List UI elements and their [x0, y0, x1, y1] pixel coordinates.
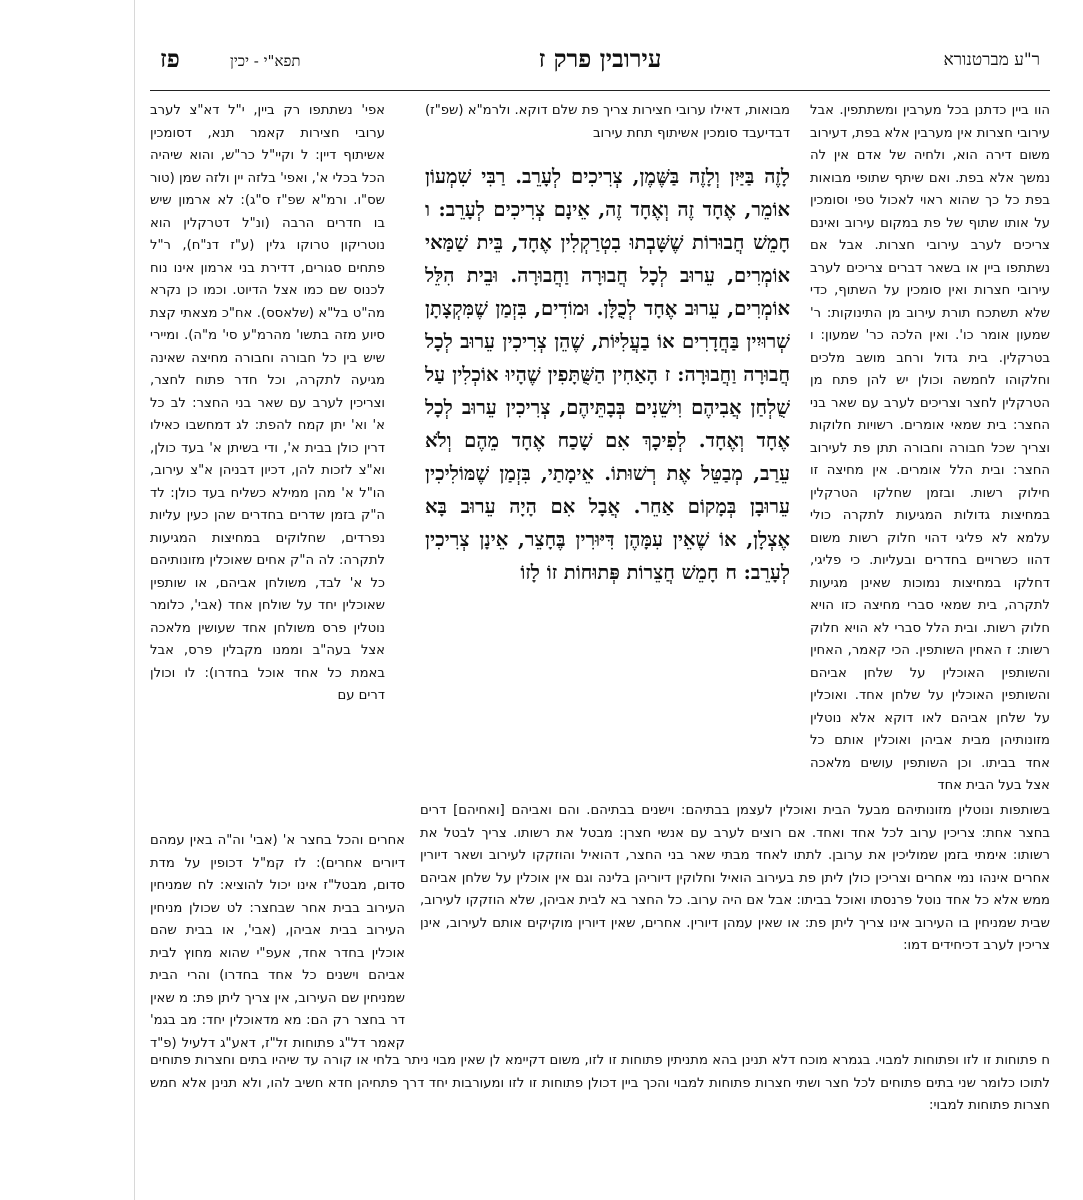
commentary-full-width-text: ח פתוחות זו לזו ופתוחות למבוי. בגמרא מוכח דלא תנינן בהא מתניתין פתוחות זו לזו, משום דקיימא לן שאין מבוי ניתר בלחי או קורה עד שיהיו בתים וחצרות פתוחים לתוכו כלומר שני בתים פתוחים לכל חצר ושתי חצרות פתוחות למבוי והכך ביין דכולן פתוחות זו לזו ומעורבות יחד דרך פתחיהן חדא חשיב להו, ולא תנינן אלא חמש חצרות פתוחות למבוי:: [150, 1053, 1050, 1113]
commentary-right-column: [810, 100, 1050, 795]
mishnah-main-text: [425, 160, 790, 795]
commentary-title: ר"ע מברטנורא: [943, 50, 1040, 70]
commentary-left-text: אפי' נשתתפו רק ביין, י"ל דא"צ לערב ערובי חצירות קאמר תנא, דסומכין אשיתוף דיין: ל וקיי"ל כר"ש, והוא שיהיה הכל בכלי א', ואפי' בלזה יין ולזה שמן (טור שס"ו. ורמ"א שפ"ז ס"ג): לא ארמון שיש בו חדרים הרבה (ונ"ל דטרקלין הוא נוטריקון טרוקו גלין (ע"ז דנ"ח), ר"ל פתחים סגורים, דדירת בני ארמון אינו נוח לכנוס שם כמו אצל הדיוט. וכמו כן נקרא מה"ט בל"א (שלאסס). אח"כ מצאתי קצת סיוע מזה בתשו' מהרמ"ע סי' מ"ה). ומיירי שיש בין כל חבורה וחבורה מחיצה שאינה מגיעה לתקרה, וכל חדר פתוח לחצר, וצריכין לערב עם שאר בני החצר: לב כל א' וא' יתן קמח להפת: לג דמחשבו כאילו דרין כולן בבית א', ודי בשיתן א' בעד כולן, וא"צ לזכות להן, דכיון דבניהן א"צ עירוב, הו"ל א' מהן ממילא כשליח בעד כולן: לד ה"ק בזמן שדרים בחדרים שהן כעין עליות נפרדים, שחלוקים במחיצות המגיעות לתקרה: לה ה"ק אחים שאוכלין מזונותיהם כל א' לבד, משולחן אביהם, או שותפין שאוכלין יחד על שולחן אחד (אבי', כלומר נוטלין פרס משולחן אחד שעושין מלאכה אצל בעה"ב וממנו מקבלין פרס, אבל באמת כל אחד אוכל בחדרו): לו וכולן דרים עם: [150, 103, 385, 703]
commentary-bottom-left: [150, 830, 405, 1050]
commentary-bottom-right: [420, 800, 1050, 1050]
mishnah-text: לָזֶה בַּיַּיִן וְלָזֶה בַּשֶּׁמֶן, צְרִיכִים לְעָרֵב. רַבִּי שִׁמְעוֹן אוֹמֵר, אֶחָד זֶה וְאֶחָד זֶה, אֵינָם צְרִיכִים לְעָרֵב: ו חָמֵשׁ חֲבוּרוֹת שֶׁשָּׁבְתוּ בִטְרַקְלִין אֶחָד, בֵּית שַׁמַּאי אוֹמְרִים, עֵרוּב לְכָל חֲבוּרָה וַחֲבוּרָה. וּבֵית הִלֵּל אוֹמְרִים, עֵרוּב אֶחָד לְכֻלָּן. וּמוֹדִים, בִּזְמַן שֶׁמִּקְצָתָן שְׁרוּיִין בַּחֲדָרִים אוֹ בַעֲלִיּוֹת, שֶׁהֵן צְרִיכִין עֵרוּב לְכָל חֲבוּרָה וַחֲבוּרָה: ז הָאַחִין הַשֻּׁתָּפִין שֶׁהָיוּ אוֹכְלִין עַל שֻׁלְחַן אֲבִיהֶם וִישֵׁנִים בְּבָתֵּיהֶם, צְרִיכִין עֵרוּב לְכָל אֶחָד וְאֶחָד. לְפִיכָךְ אִם שָׁכַח אֶחָד מֵהֶם וְלֹא עֵרַב, מְבַטֵּל אֶת רְשׁוּתוֹ. אֵימָתַי, בִּזְמַן שֶׁמּוֹלִיכִין עֵרוּבָן בְּמָקוֹם אַחֵר. אֲבָל אִם הָיָה עֵרוּב בָּא אֶצְלָן, אוֹ שֶׁאֵין עִמָּהֶן דִּיּוּרִין בֶּחָצֵר, אֵינָן צְרִיכִין לְעָרֵב: ח חָמֵשׁ חֲצֵרוֹת פְּתוּחוֹת זוֹ לָזוֹ: [425, 165, 790, 584]
main-intro: [425, 100, 790, 160]
commentary-left-column: [150, 100, 385, 865]
tractate-title: עירובין פרק ז: [538, 44, 662, 73]
commentary-bottom-right-text: בשותפות ונוטלין מזונותיהם מבעל הבית ואוכלין לעצמן בבתיהם: וישנים בבתיהם. והם ואביהם [ואחיהם] דרים בחצר אחת: צריכין ערוב לכל אחד ואחד. אם רוצים לערב עם אנשי חצרן: מבטל את רשותו. צריך לבטל את רשותו: אימתי בזמן שמוליכין את ערובן. לתתו לאחד מבתי שאר בני החצר, דהואיל והוזקקו לעירוב ושאר דיורין אחרים אינהו נמי אחרים וצריכין כולן ליתן פת בעירוב הואיל וחלוקין דיוריהן בלינה וגם אין אוכלין על שלחן אביהם ממש אלא כל אחד נוטל פרנסתו ואוכל בביתו: אבל אם היה ערוב. כל החצר בא לבית אביהן, שלא הוזקקו לעירוב, שבית שמניחין בו העירוב אינו צריך ליתן פת: או שאין עמהן דיורין. אחרים, שאין דיורין מוקיקים אותם לעירוב, אינן צריכין לערב דכיחידים דמו:: [420, 803, 1050, 953]
variant-label: תפא"י - יכין: [230, 52, 301, 70]
page-header: [150, 40, 1050, 91]
main-intro-text: מבואות, דאילו ערובי חצירות צריך פת שלם דוקא. ולרמ"א (שפ"ז) דבדיעבד סומכין אשיתוף תחת עירוב: [425, 103, 790, 141]
commentary-right-text: הוו ביין כדתנן בכל מערבין ומשתתפין. אבל עירובי חצרות אין מערבין אלא בפת, דעירוב משום דירה הוא, ולחיה של אדם אין לה נמשך אלא בפת. ואם שיתף שתופי מבואות בפת כל כך שהוא ראוי לאכול טפי וסומכין על אותו שתוף של פת במקום עירוב ואינם צריכים לערב עירובי חצרות. אבל אם נשתתפו ביין או בשאר דברים צריכים לערב עירובי חצרות ואין סומכין על השתוף, כדי שלא תשתכח תורת עירוב מן התינוקות: ר' שמעון אומר כו'. ואין הלכה כר' שמעון: ו בטרקלין. בית גדול ורחב מושב מלכים וחלקוהו לחמשה וכולן יש להן פתח מן הטרקלין לחצר וצריכים לערב עם שאר בני החצר: בית שמאי אומרים. רשויות חלוקות וצריך שכל חבורה וחבורה תתן פת לעירוב החצר: ובית הלל אומרים. אין מחיצה זו חילוק רשות. ובזמן שחלקו הטרקלין במחיצות גדולות המגיעות לתקרה כולי עלמא לא פליגי דהוי חלוק רשות משום דהוו כשרויים בחדרים ובעליות. כי פליגי, דחלקו במחיצות נמוכות שאינן מגיעות לתקרה, בית שמאי סברי מחיצה כזו הויא חלוק רשות. ובית הלל סברי לא הויא חלוק רשות: ז האחין השותפין. הכי קאמר, האחין והשותפין האוכלין על שלחן אביהם והשותפין האוכלין על שלחן אחד. ואוכלין על שלחן אביהם לאו דוקא אלא נוטלין מזונותיהן מבית אביהן ואוכלין אותם כל אחד בביתו. וכן השותפין עושים מלאכה אצל בעל הבית אחד: [810, 103, 1050, 793]
page: [150, 40, 1050, 1170]
commentary-full-width: [150, 1050, 1050, 1165]
page-number: פז: [160, 44, 180, 73]
page-edge: [134, 0, 135, 1200]
commentary-bottom-left-text: אחרים והכל בחצר א' (אבי' וה"ה באין עמהם דיורים אחרים): לז קמ"ל דכופין על מדת סדום, מבטל"ז אינו יכול להוציא: לח שמניחין העירוב בבית אחר שבחצר: לט שכולן מניחין העירוב בבית אביהן, (אבי', או בבית שהם אוכלין בחדר אחד, אעפ"י שהוא מחוץ לבית אביהם וישנים כל אחד בחדרו) והרי הבית שמניחין שם העירוב, אין צריך ליתן פת: מ שאין דר בחצר רק הם: מא מדאוכלין יחד: מב בגמ' קאמר דל"ג פתוחות זל"ז, דאע"ג דלעיל (פ"ד: [150, 833, 405, 1050]
